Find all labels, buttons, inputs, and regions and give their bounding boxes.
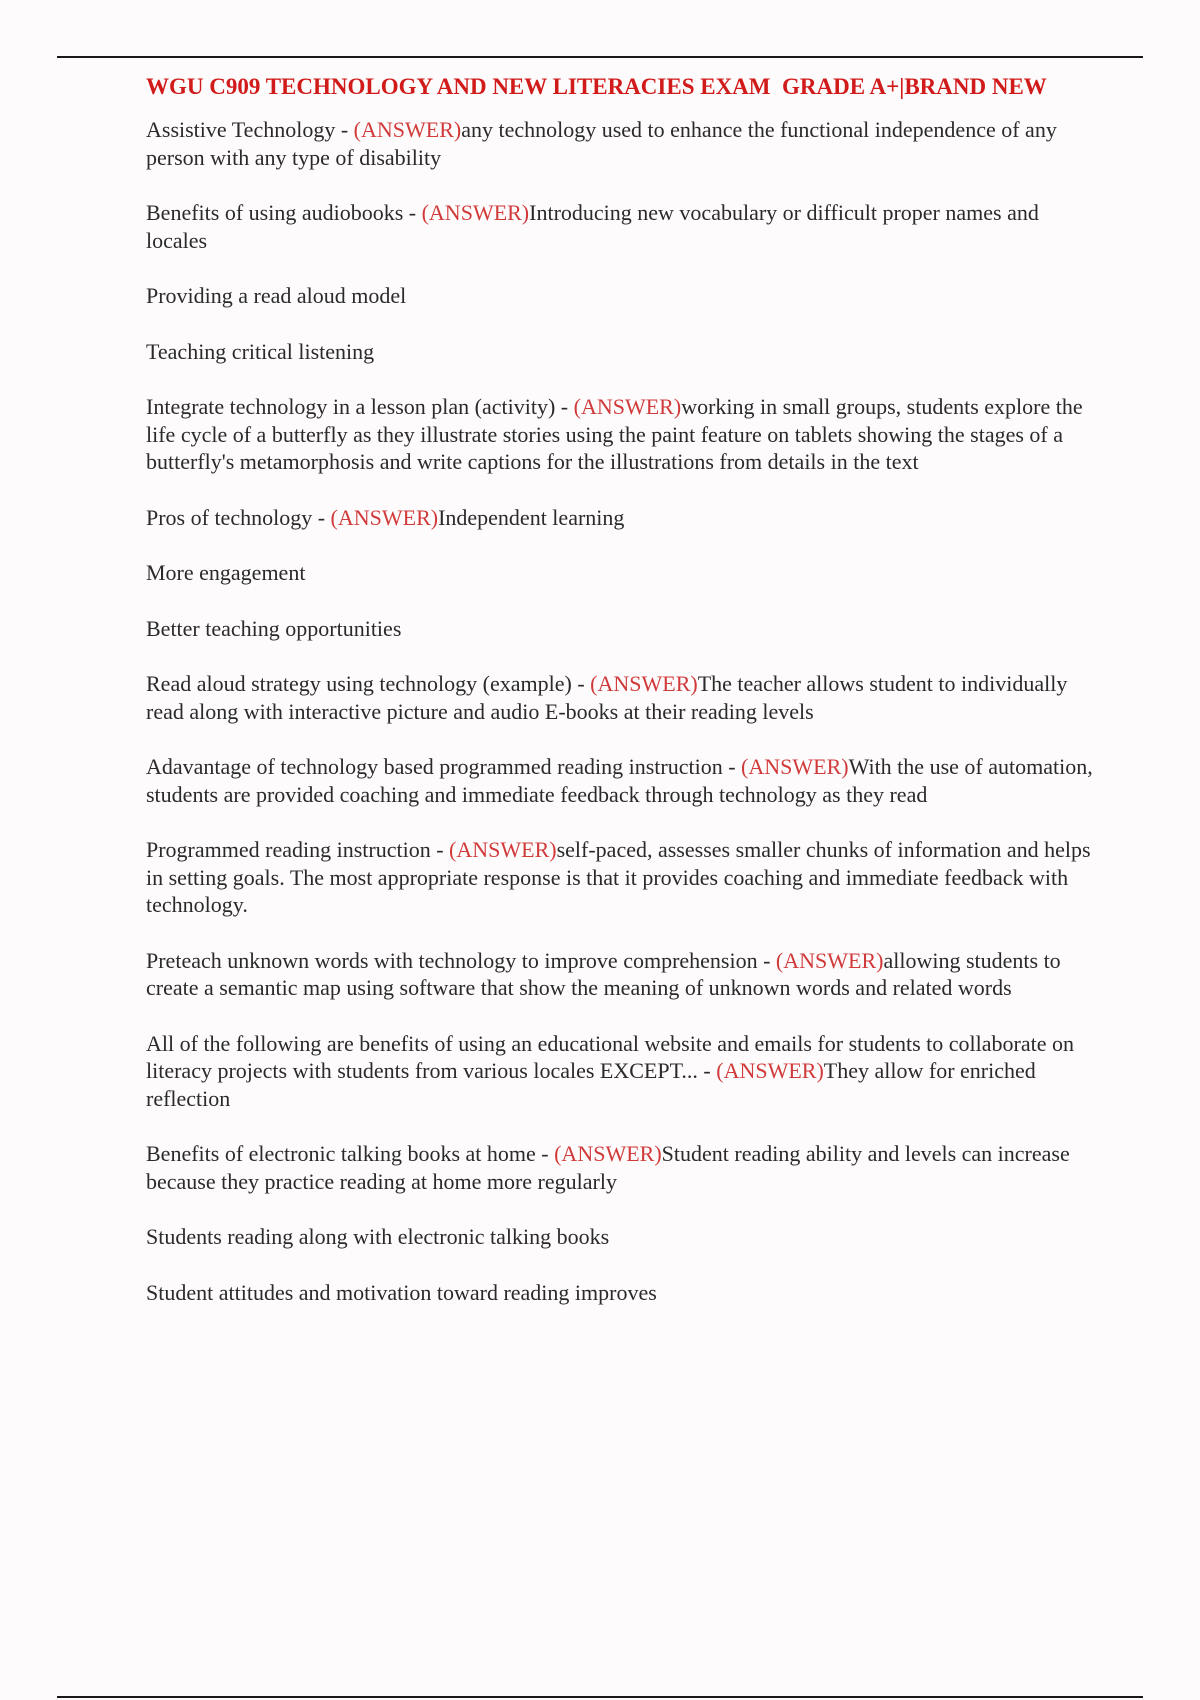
entry-paragraph: Student attitudes and motivation toward reading improves: [146, 1279, 657, 1305]
entry-paragraph: More engagement: [146, 560, 306, 585]
entry-paragraph: [146, 199, 1096, 254]
entry-paragraph: [146, 393, 1096, 476]
entry-paragraph: Providing a read aloud model: [146, 283, 407, 308]
entry-paragraph: [146, 1030, 1096, 1113]
entry-paragraph: [146, 116, 1096, 171]
entry-paragraph: [146, 670, 1096, 725]
entry-paragraph: [146, 947, 1096, 1002]
entry-term: Assistive Technology -: [146, 117, 354, 142]
entry-answer: working in small groups, students explore the life cycle of a butterfly as they illustrate stories using the paint feature on tablets showing the stages of a butterfly's metamorphosis and write captions for the illustrations from details in the text: [146, 394, 1083, 474]
entry-term: Integrate technology in a lesson plan (activity) -: [146, 394, 574, 419]
entry-answer: With the use of automation, students are provided coaching and immediate feedback through technology as they read: [146, 754, 1093, 807]
entry-paragraph: Better teaching opportunities: [146, 615, 402, 641]
entry-paragraph: Students reading along with electronic talking books: [146, 1224, 610, 1249]
entry-answer: any technology used to enhance the functional independence of any person with any type of disability: [146, 117, 1057, 170]
answer-tag: (ANSWER): [330, 504, 439, 530]
answer-tag: (ANSWER): [421, 200, 530, 225]
entry-paragraph: [146, 1140, 1096, 1195]
answer-tag: (ANSWER): [716, 1058, 824, 1083]
entry-paragraph: [146, 753, 1096, 808]
top-rule: [57, 56, 1143, 58]
entry-term: Benefits of electronic talking books at home -: [146, 1141, 555, 1166]
entry-term: Read aloud strategy using technology (example) -: [146, 671, 591, 696]
entry-paragraph: [146, 504, 1096, 532]
answer-tag: (ANSWER): [353, 117, 462, 142]
entry-paragraph: [146, 836, 1096, 919]
entry-answer: Student reading ability and levels can increase because they practice reading at home more regularly: [146, 1141, 1070, 1194]
answer-tag: (ANSWER): [590, 671, 698, 696]
answer-tag: (ANSWER): [741, 754, 849, 779]
bottom-rule: [57, 1696, 1143, 1698]
entry-answer: self-paced, assesses smaller chunks of information and helps in setting goals. The most appropriate response is that it provides coaching and immediate feedback with technology.: [146, 837, 1091, 917]
answer-tag: (ANSWER): [775, 947, 884, 973]
document-body: [146, 73, 1096, 1334]
entry-answer: They allow for enriched reflection: [146, 1058, 1036, 1111]
entry-answer: allowing students to create a semantic map using software that show the meaning of unknown words and related words: [146, 947, 1061, 1000]
entry-term: Benefits of using audiobooks -: [146, 200, 422, 225]
entry-answer: Introducing new vocabulary or difficult proper names and locales: [146, 200, 1039, 253]
answer-tag: (ANSWER): [449, 837, 557, 862]
answer-tag: (ANSWER): [573, 394, 682, 419]
answer-tag: (ANSWER): [554, 1141, 662, 1166]
entry-term: All of the following are benefits of using an educational website and emails for students to collaborate on literacy projects with students from various locales EXCEPT... -: [146, 1030, 1075, 1083]
entry-term: Adavantage of technology based programmed reading instruction -: [146, 754, 742, 779]
entry-term: Programmed reading instruction -: [146, 837, 450, 862]
document-title: WGU C909 TECHNOLOGY AND NEW LITERACIES EXAM GRADE A+|BRAND NEW: [146, 74, 1047, 99]
entry-term: Pros of technology -: [146, 504, 331, 530]
entry-answer: Independent learning: [438, 504, 625, 530]
entry-answer: The teacher allows student to individually read along with interactive picture and audio E-books at their reading levels: [146, 671, 1068, 724]
entry-paragraph: Teaching critical listening: [146, 338, 375, 364]
entry-term: Preteach unknown words with technology to improve comprehension -: [146, 947, 776, 973]
